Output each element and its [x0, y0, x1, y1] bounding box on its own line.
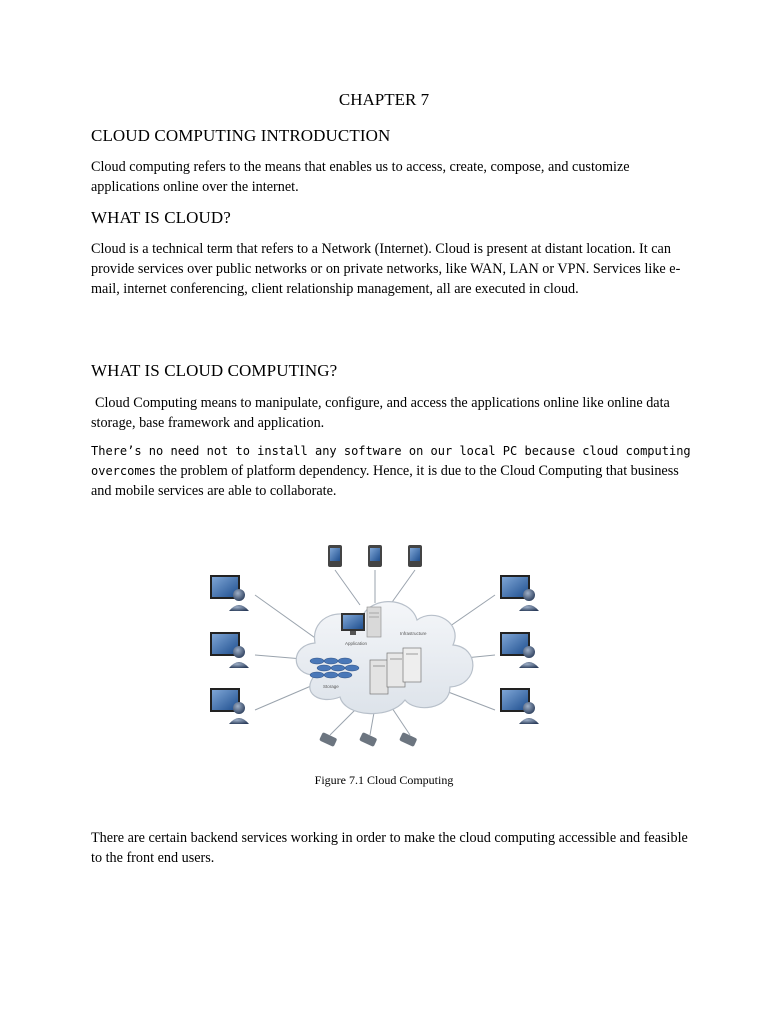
infrastructure-label: Infrastructure — [400, 631, 427, 636]
what-is-cloud-heading: WHAT IS CLOUD? — [91, 208, 231, 227]
flip-phone-icon — [359, 732, 377, 747]
figure-caption: Figure 7.1 Cloud Computing — [314, 773, 454, 787]
storage-label: Storage — [323, 684, 339, 689]
what-is-cloud-computing-heading: WHAT IS CLOUD COMPUTING? — [91, 361, 338, 380]
user-computer-icon — [210, 688, 249, 724]
what-is-cloud-paragraph: Cloud is a technical term that refers to a Network (Internet). Cloud is present at distant location. It can provide services over public networks or on private networks, like WAN, LAN or VPN. Services like e-mail, internet conferencing, client relationship management, all are executed in cloud. — [91, 241, 681, 297]
flip-phone-icon — [399, 732, 417, 747]
cloud-computing-diagram — [195, 535, 555, 765]
mobile-phone-icon — [328, 545, 342, 567]
user-computer-icon — [500, 688, 539, 724]
platform-dependency-text: the problem of platform dependency. Hence, it is due to the Cloud Computing that business and mobile services are able to collaborate. — [91, 463, 679, 499]
storage-disks-icon — [310, 658, 359, 678]
platform-dependency-mono-text: There’s no need not to install any software on our local PC because cloud computing overcomes — [91, 444, 691, 478]
intro-paragraph: Cloud computing refers to the means that enables us to access, create, compose, and customize applications online over the internet. — [91, 159, 630, 195]
intro-heading: CLOUD COMPUTING INTRODUCTION — [91, 126, 391, 145]
backend-services-paragraph: There are certain backend services working in order to make the cloud computing accessible and feasible to the front end users. — [91, 830, 688, 866]
cloud-shape — [296, 602, 473, 714]
user-computer-icon — [500, 575, 539, 611]
chapter-title: CHAPTER 7 — [338, 90, 430, 109]
user-computer-icon — [210, 575, 249, 611]
platform-dependency-paragraph — [91, 441, 691, 501]
user-computer-icon — [500, 632, 539, 668]
mobile-phone-icon — [368, 545, 382, 567]
application-label: Application — [345, 641, 368, 646]
user-computer-icon — [210, 632, 249, 668]
cloud-computing-paragraph: Cloud Computing means to manipulate, configure, and access the applications online like online data storage, base framework and application. — [91, 395, 670, 431]
flip-phone-icon — [319, 732, 337, 747]
mobile-phone-icon — [408, 545, 422, 567]
